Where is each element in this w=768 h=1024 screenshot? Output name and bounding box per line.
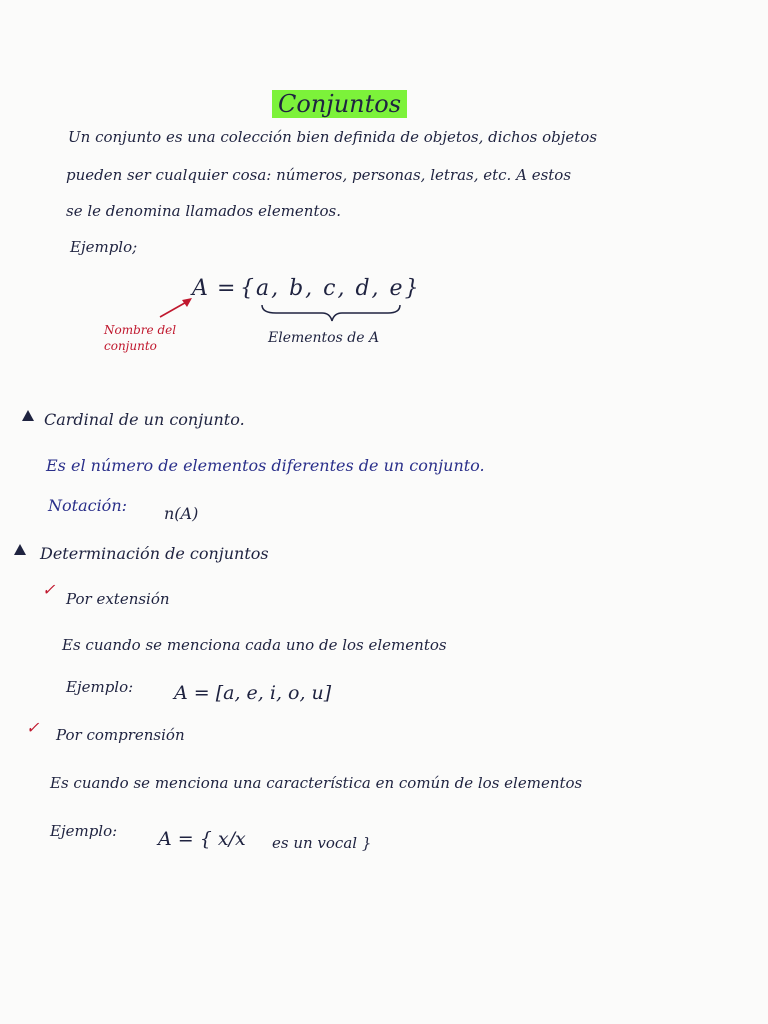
bullet-icon bbox=[22, 410, 34, 421]
name-note: Nombre del conjunto bbox=[104, 323, 177, 353]
elements-note: Elementos de A bbox=[268, 330, 380, 346]
check-icon: ✓ bbox=[26, 718, 40, 737]
determination-heading: Determinación de conjuntos bbox=[40, 544, 269, 563]
example-label: Ejemplo; bbox=[70, 238, 138, 256]
comprehension-heading: Por comprensión bbox=[56, 726, 185, 744]
cardinal-heading: Cardinal de un conjunto. bbox=[44, 410, 245, 429]
equals-sign: = bbox=[217, 276, 236, 301]
comprehension-example-value-main: A = { x/x bbox=[158, 828, 246, 850]
comprehension-definition: Es cuando se menciona una característica en común de los elementos bbox=[50, 774, 583, 792]
set-elements: {a, b, c, d, e} bbox=[240, 276, 421, 301]
extension-heading: Por extensión bbox=[66, 590, 170, 608]
intro-line-3: se le denomina llamados elementos. bbox=[66, 202, 341, 220]
bullet-icon bbox=[14, 544, 26, 555]
page-title: Conjuntos bbox=[272, 90, 407, 118]
extension-example-label: Ejemplo: bbox=[66, 678, 134, 696]
set-name: A bbox=[192, 276, 208, 301]
check-icon: ✓ bbox=[42, 580, 56, 599]
comprehension-example-value-rest: es un vocal } bbox=[272, 834, 372, 852]
name-arrow-head bbox=[182, 298, 192, 307]
extension-definition: Es cuando se menciona cada uno de los elementos bbox=[62, 636, 447, 654]
comprehension-example-label: Ejemplo: bbox=[50, 822, 118, 840]
elements-brace bbox=[262, 305, 400, 321]
intro-line-1: Un conjunto es una colección bien definida de objetos, dichos objetos bbox=[68, 128, 598, 146]
intro-line-2: pueden ser cualquier cosa: números, personas, letras, etc. A estos bbox=[66, 166, 572, 184]
cardinal-definition: Es el número de elementos diferentes de un conjunto. bbox=[46, 456, 485, 475]
notation-value: n(A) bbox=[164, 504, 199, 523]
extension-example-value: A = [a, e, i, o, u] bbox=[174, 682, 332, 704]
notation-label: Notación: bbox=[48, 496, 128, 515]
